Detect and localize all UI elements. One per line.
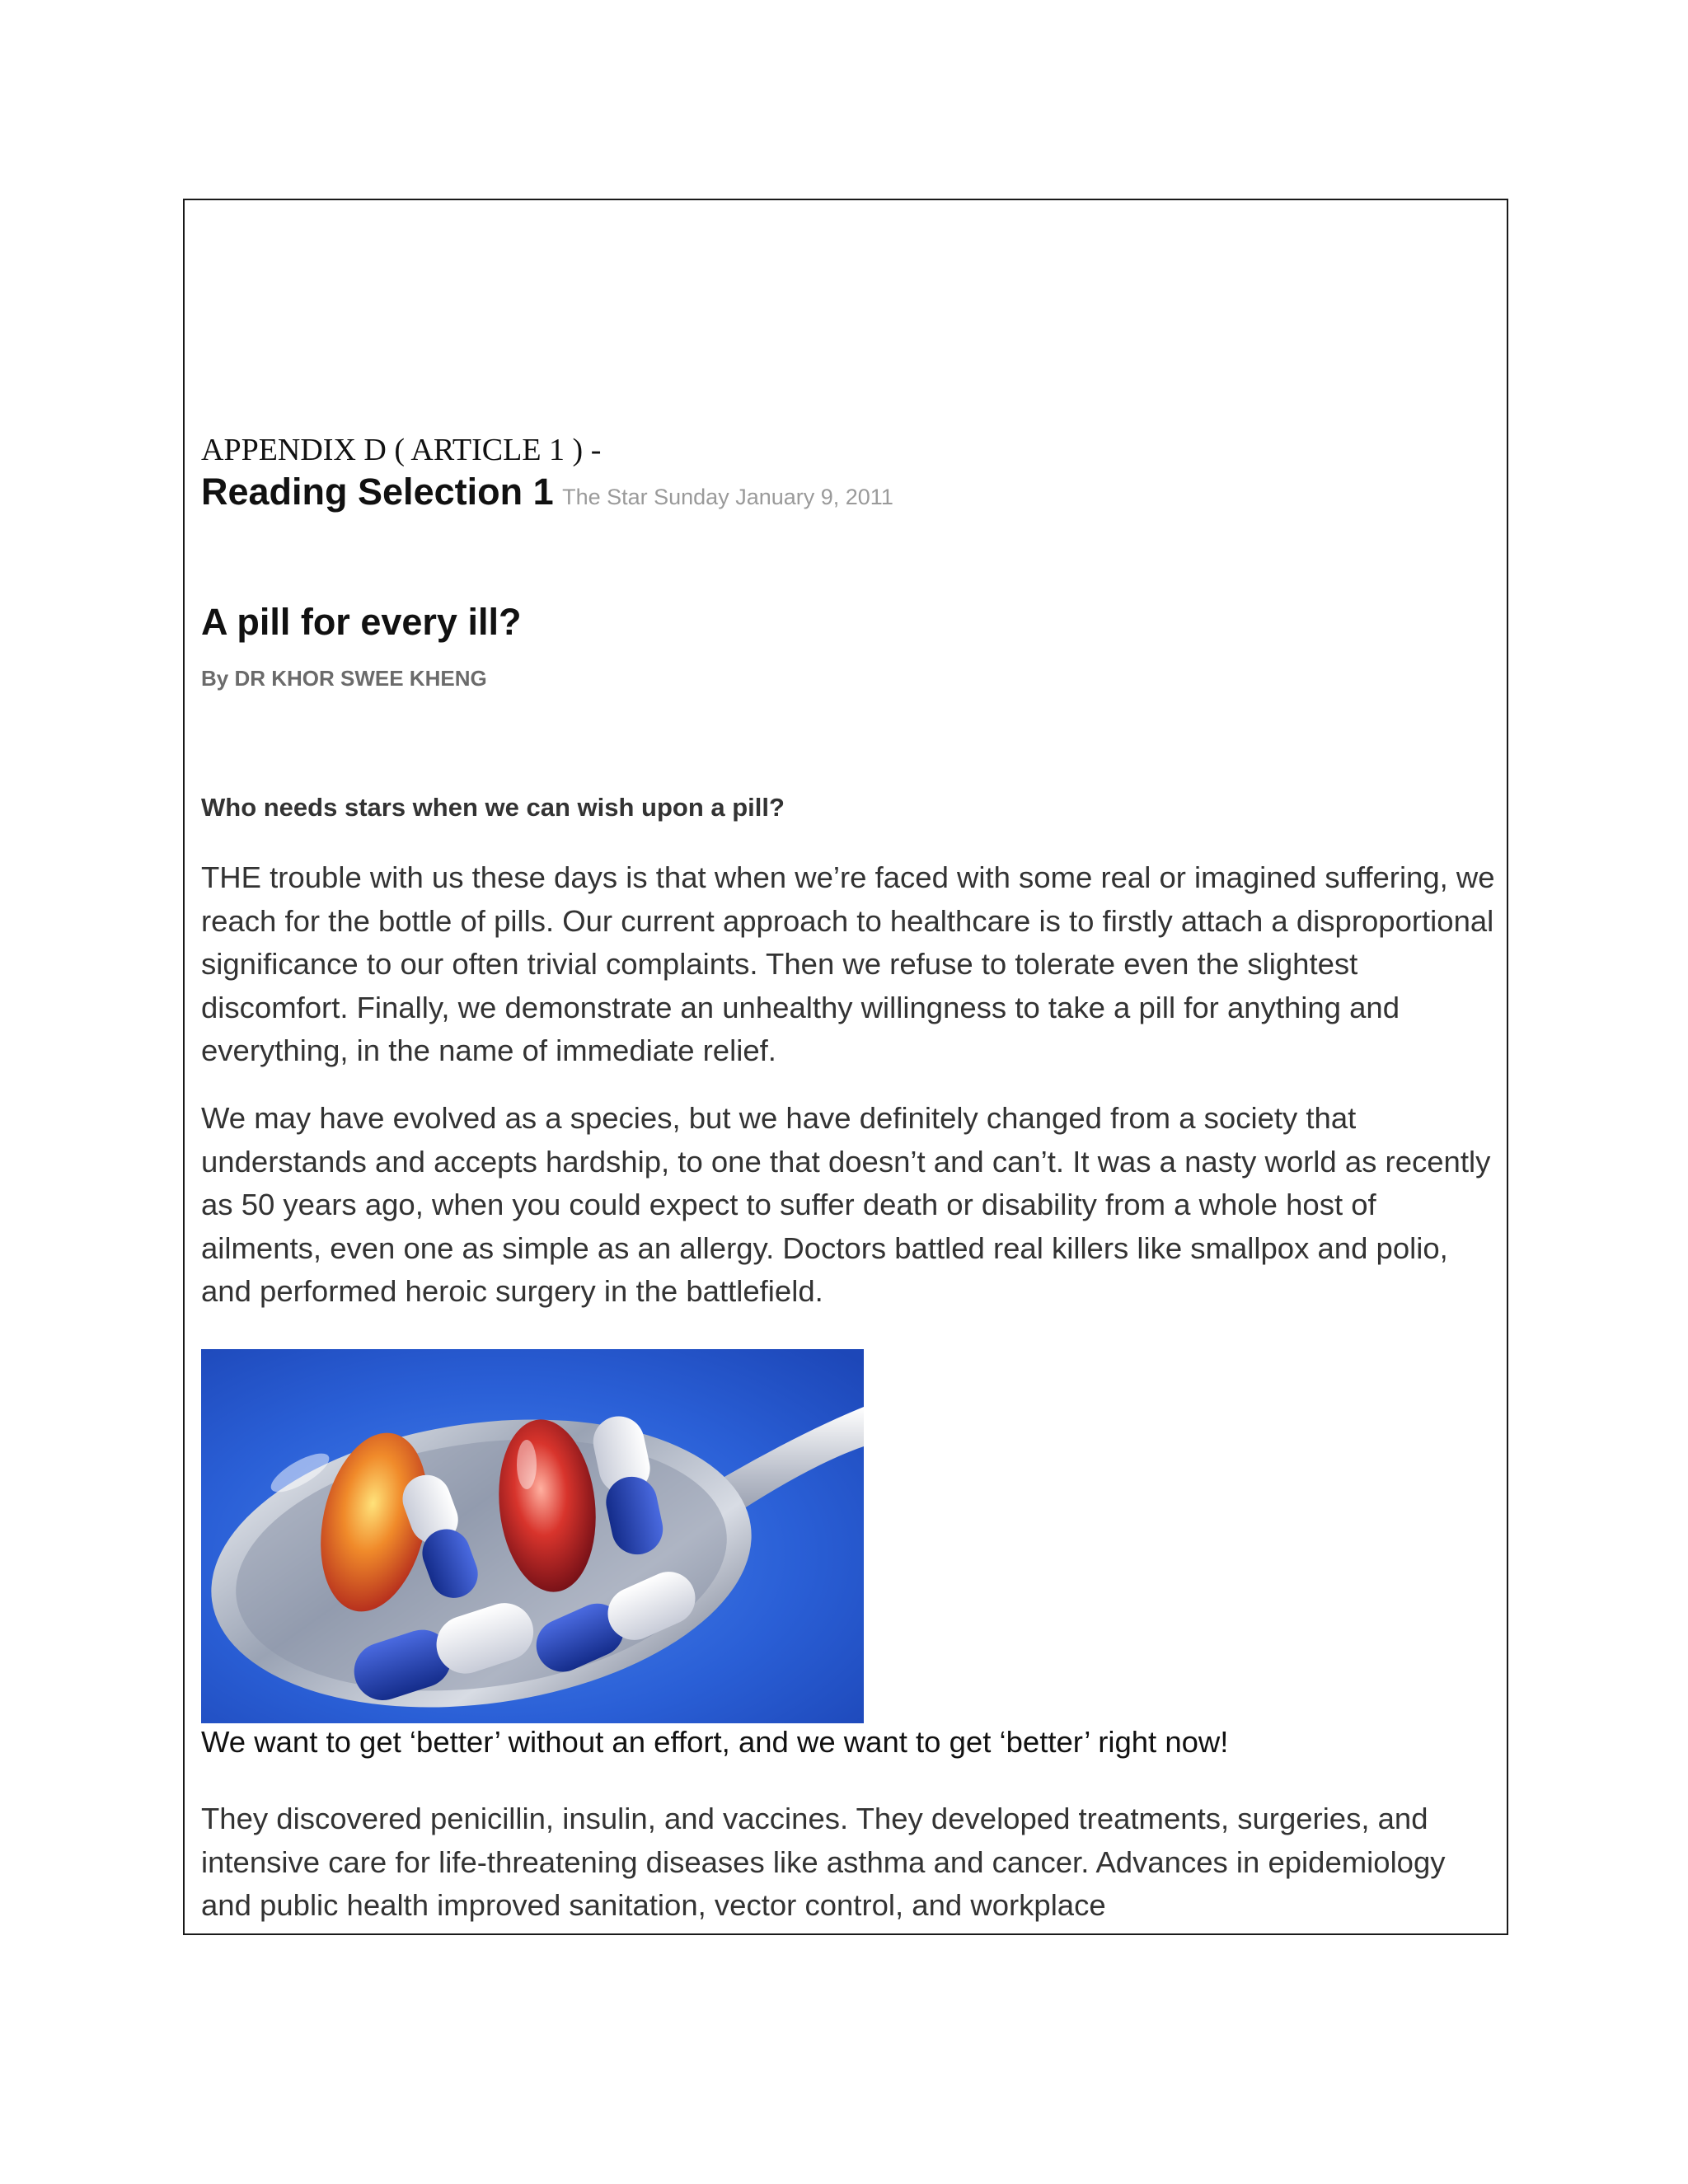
reading-selection-title: Reading Selection 1 (201, 471, 554, 513)
article-byline: By DR KHOR SWEE KHENG (201, 666, 487, 691)
article-lede: Who needs stars when we can wish upon a pill? (201, 793, 785, 822)
article-paragraph-3: They discovered penicillin, insulin, and vaccines. They developed treatments, surgeries, and intensive care for life-threatening diseases like asthma and cancer. Advances in epidemiology and public health improved sanitation, vector control, and workplace (201, 1802, 1446, 1922)
reading-selection-header (201, 469, 893, 524)
article-paragraph-2: We may have evolved as a species, but we have definitely changed from a society that understands and accepts hardship, to one that doesn’t and can’t. It was a nasty world as recently as 50 years ago, when you could expect to suffer death or disability from a whole host of ailments, even one as simple as an allergy. Doctors battled real killers like smallpox and polio, and performed heroic surgery in the battlefield. (201, 1101, 1491, 1308)
article-headline: A pill for every ill? (201, 601, 522, 643)
photo-caption: We want to get ‘better’ without an effort, and we want to get ‘better’ right now! (201, 1725, 1229, 1759)
pills-on-spoon-photo (201, 1349, 864, 1723)
document-frame (183, 199, 1508, 1935)
appendix-label: APPENDIX D ( ARTICLE 1 ) - (201, 433, 602, 467)
article-paragraph-1: THE trouble with us these days is that when we’re faced with some real or imagined suffering, we reach for the bottle of pills. Our current approach to healthcare is to firstly attach a disproportional significance to our often trivial complaints. Then we refuse to tolerate even the slightest discomfort. Finally, we demonstrate an unhealthy willingness to take a pill for anything and everything, in the name of immediate relief. (201, 860, 1495, 1067)
publication-source: The Star Sunday January 9, 2011 (562, 485, 893, 509)
